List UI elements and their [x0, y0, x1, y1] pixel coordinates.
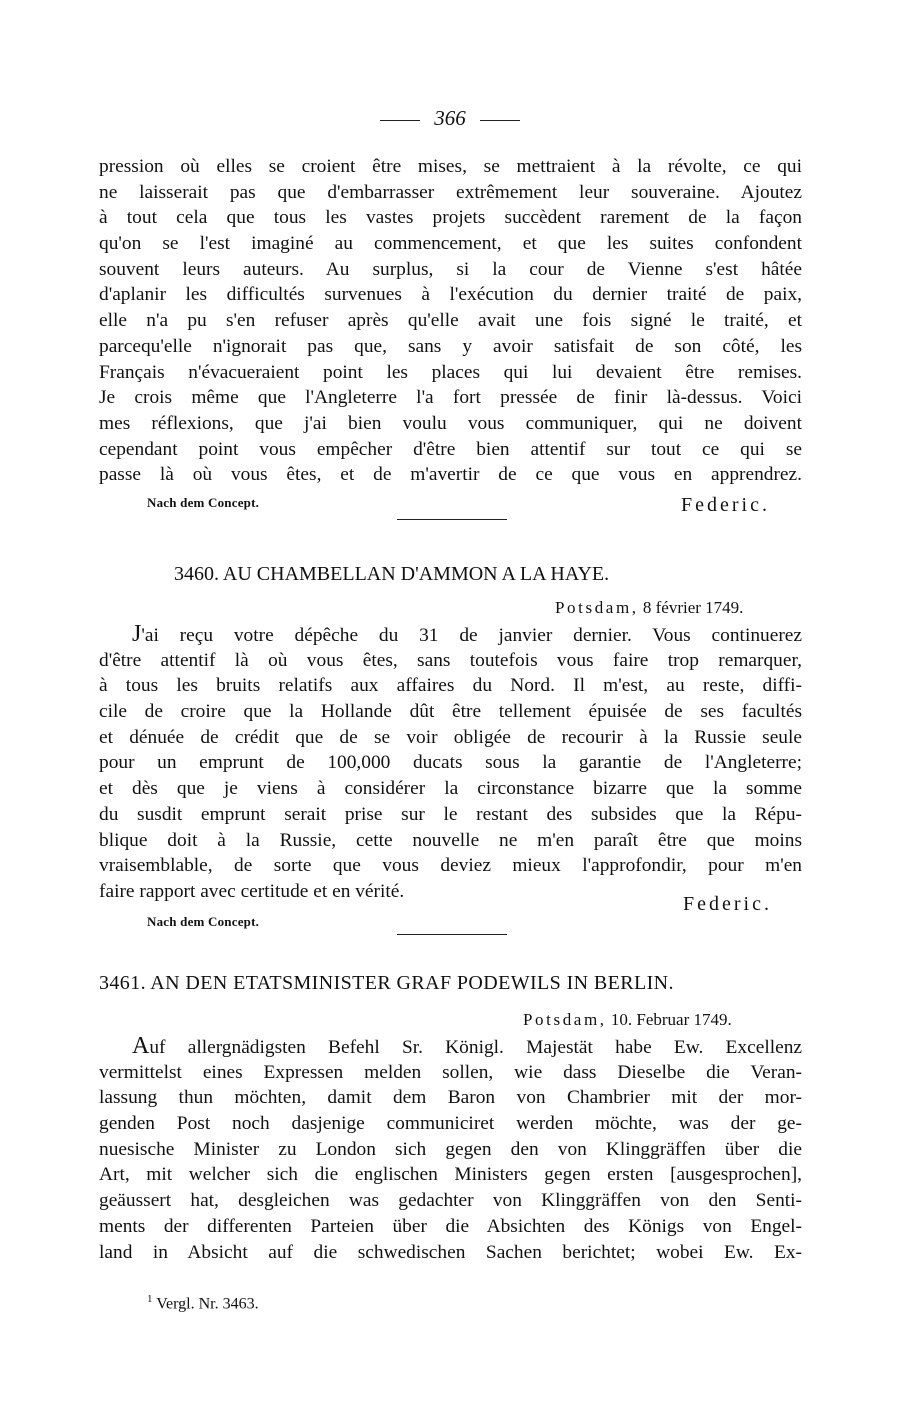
dateline-place: Potsdam,: [523, 1010, 607, 1029]
text-line: ne laisserait pas que d'embarrasser extrêmement leur souveraine. Ajoutez: [99, 181, 802, 203]
dateline-3460: [555, 598, 743, 618]
text-line: du susdit emprunt serait prise sur le restant des subsides que la Répu-: [99, 803, 802, 825]
text-line: lassung thun möchten, damit dem Baron von Chambrier mit der mor-: [99, 1087, 802, 1109]
text-line-rest: uf allergnädigsten Befehl Sr. Königl. Majestät habe Ew. Excellenz: [149, 1037, 802, 1058]
text-line: pression où elles se croient être mises, se mettraient à la révolte, ce qui: [99, 156, 802, 177]
letter-body-3460: [99, 622, 802, 905]
letter-title-3460: 3460. AU CHAMBELLAN D'AMMON A LA HAYE.: [174, 563, 610, 585]
dateline-date: 10. Februar 1749.: [610, 1010, 732, 1029]
page-header: [0, 106, 900, 131]
text-line: vermittelst eines Expressen melden sollen, wie dass Dieselbe die Veran-: [99, 1061, 802, 1083]
footnote-text: Vergl. Nr. 3463.: [156, 1295, 259, 1313]
signature: Federic.: [683, 893, 772, 915]
text-line: faire rapport avec certitude et en vérité.: [99, 880, 405, 902]
signature: Federic.: [681, 494, 770, 516]
text-line: nuesische Minister zu London sich gegen den von Klinggräffen über die: [99, 1138, 802, 1160]
text-line: et dénuée de crédit que de se voir obligée de recourir à la Russie seule: [99, 726, 802, 748]
text-line: Français n'évacueraient point les places qui lui devaient être remises.: [99, 361, 802, 383]
source-note: Nach dem Concept.: [147, 914, 260, 929]
text-line: d'être attentif là où vous êtes, sans toutefois vous faire trop remarquer,: [99, 649, 802, 671]
text-line: cependant point vous empêcher d'être bien attentif sur tout ce qui se: [99, 438, 802, 460]
section-divider: [397, 519, 507, 520]
dateline-place: Potsdam,: [555, 598, 639, 617]
text-line: cile de croire que la Hollande dût être tellement épuisée de ses facultés: [99, 701, 802, 723]
text-line-rest: 'ai reçu votre dépêche du 31 de janvier dernier. Vous continuerez: [141, 625, 802, 646]
text-line: d'aplanir les difficultés survenues à l'exécution du dernier traité de paix,: [99, 284, 802, 306]
text-line: à tout cela que tous les vastes projets succèdent rarement de la façon: [99, 207, 802, 229]
text-line: Art, mit welcher sich die englischen Ministers gegen ersten [ausgesprochen],: [99, 1164, 802, 1186]
text-line: Je crois même que l'Angleterre l'a fort pressée de finir là-dessus. Voici: [99, 387, 802, 409]
text-line: souvent leurs auteurs. Au surplus, si la cour de Vienne s'est hâtée: [99, 258, 802, 280]
text-line: blique doit à la Russie, cette nouvelle ne m'en paraît être que moins: [99, 829, 802, 851]
text-line: land in Absicht auf die schwedischen Sachen berichtet; wobei Ew. Ex-: [99, 1241, 802, 1263]
text-line: [99, 622, 802, 648]
header-dash-right: [480, 120, 520, 121]
text-line: geäussert hat, desgleichen was gedachter von Klinggräffen von den Senti-: [99, 1190, 802, 1212]
text-line: genden Post noch dasjenige communiciret werden möchte, was der ge-: [99, 1113, 802, 1135]
initial-letter: J: [132, 621, 142, 647]
text-line: ments der differenten Parteien über die Absichten des Königs von Engel-: [99, 1215, 802, 1237]
text-line: qu'on se l'est imaginé au commencement, et que les suites confondent: [99, 233, 802, 255]
footnote: [147, 1293, 259, 1313]
text-line: elle n'a pu s'en refuser après qu'elle avait une fois signé le traité, et: [99, 310, 802, 332]
header-dash-left: [380, 120, 420, 121]
text-line: à tous les bruits relatifs aux affaires du Nord. Il m'est, au reste, diffi-: [99, 675, 802, 697]
text-line: parcequ'elle n'ignorait pas que, sans y avoir satisfait de son côté, les: [99, 335, 802, 357]
dateline-3461: [523, 1010, 732, 1030]
page-number: 366: [434, 106, 466, 130]
section-divider: [397, 934, 507, 935]
letter-title-3461: 3461. AN DEN ETATSMINISTER GRAF PODEWILS IN BERLIN.: [99, 972, 674, 994]
text-line: vraisemblable, de sorte que vous deviez mieux l'approfondir, pour m'en: [99, 855, 802, 877]
footnote-mark: 1: [147, 1293, 153, 1305]
initial-letter: A: [132, 1033, 150, 1059]
letter-body-3461: [99, 1034, 802, 1265]
continuation-paragraph: [99, 154, 802, 488]
text-line: et dès que je viens à considérer la circonstance bizarre que la somme: [99, 778, 802, 800]
text-line: passe là où vous êtes, et de m'avertir de ce que vous en apprendrez.: [99, 464, 802, 486]
source-note: Nach dem Concept.: [147, 495, 260, 510]
dateline-date: 8 février 1749.: [642, 598, 744, 617]
text-line: mes réflexions, que j'ai bien voulu vous communiquer, qui ne doivent: [99, 412, 802, 434]
text-line: [99, 1034, 802, 1060]
text-line: pour un emprunt de 100,000 ducats sous la garantie de l'Angleterre;: [99, 752, 802, 774]
